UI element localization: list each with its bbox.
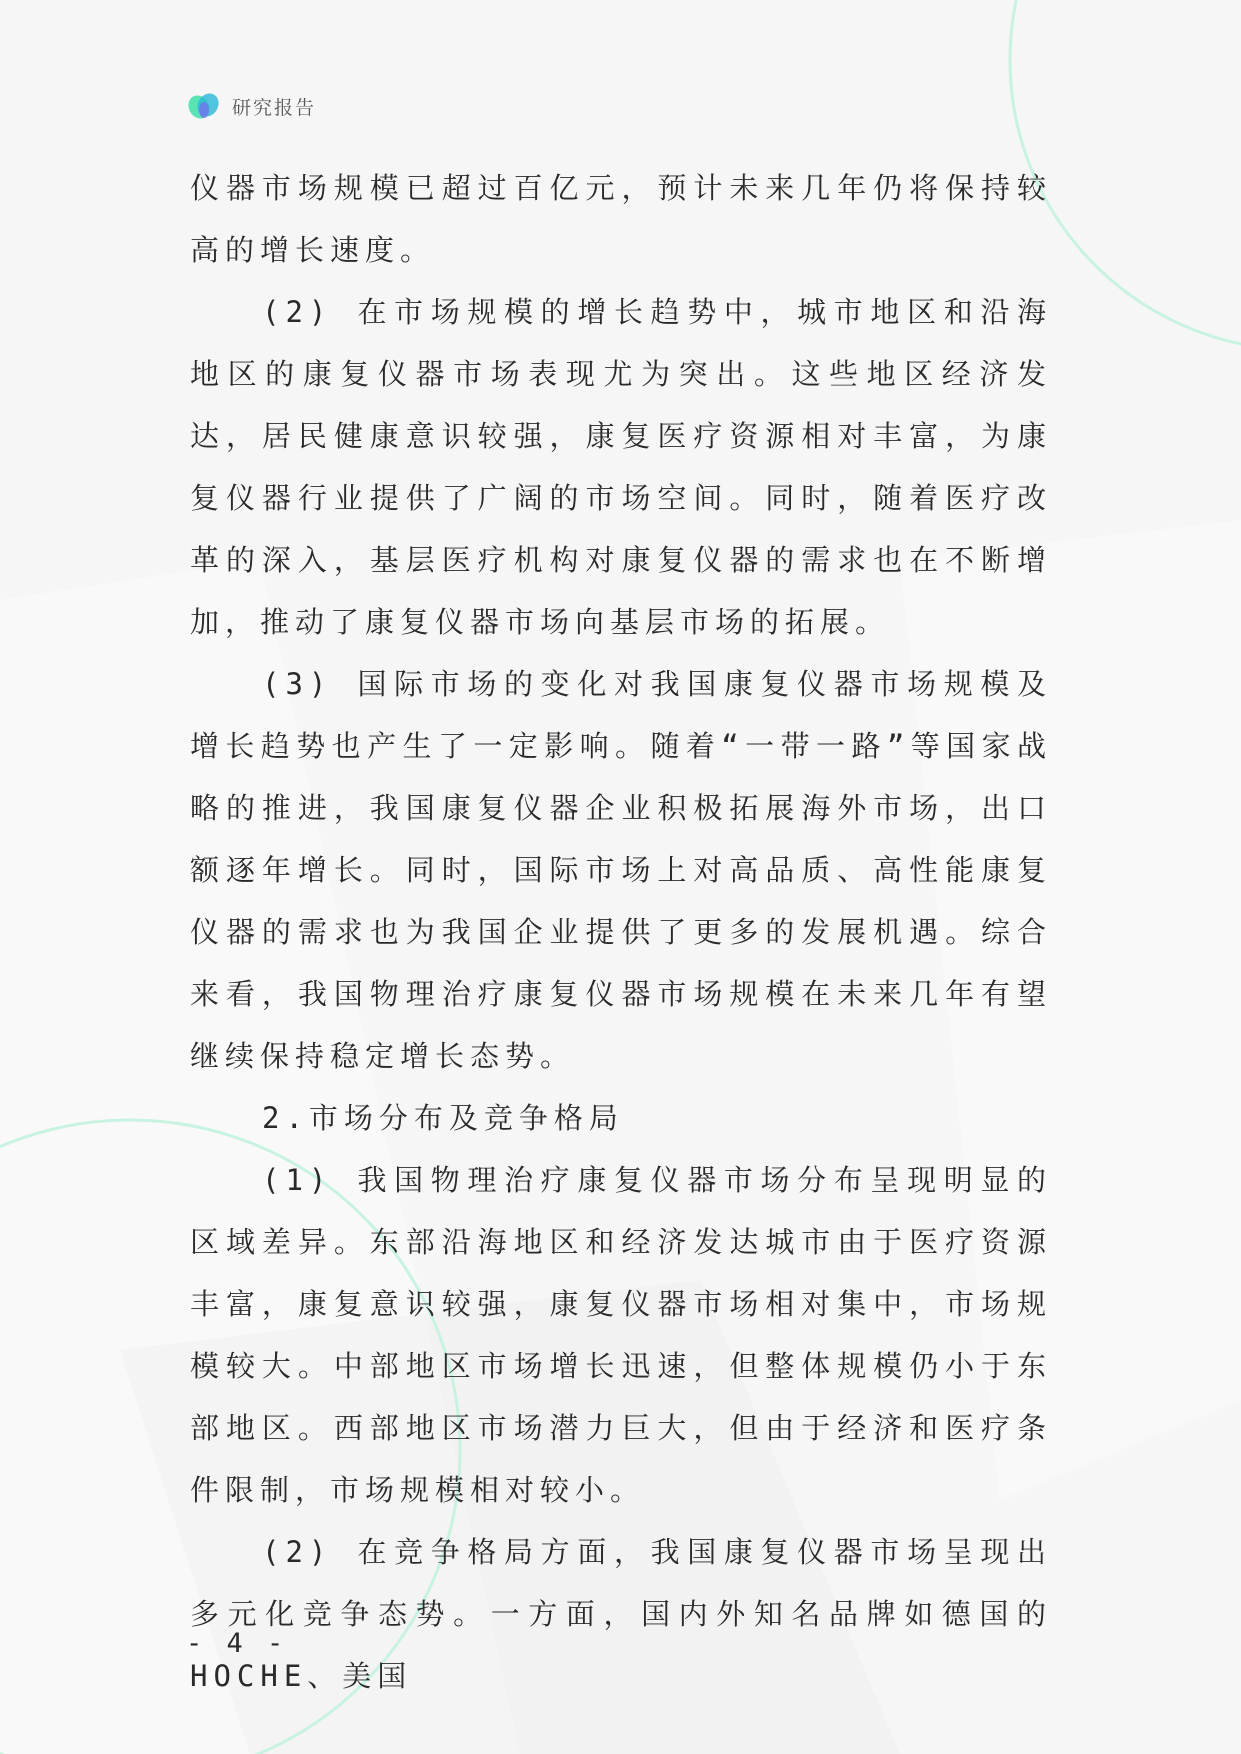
logo-icon xyxy=(186,90,222,122)
paragraph-4: (1) 我国物理治疗康复仪器市场分布呈现明显的区域差异。东部沿海地区和经济发达城市由于医疗资源丰富，康复意识较强，康复仪器市场相对集中，市场规模较大。中部地区市场增长迅速，但整体规模仍小于东部地区。西部地区市场潜力巨大，但由于经济和医疗条件限制，市场规模相对较小。 xyxy=(190,1163,1052,1507)
document-body xyxy=(190,157,1052,1707)
paragraph-5: (2) 在竞争格局方面，我国康复仪器市场呈现出多元化竞争态势。一方面，国内外知名品牌如德国的HOCHE、美国 xyxy=(190,1535,1052,1693)
page-number: - 4 - xyxy=(186,1628,288,1659)
header-label: 研究报告 xyxy=(232,96,317,119)
report-header xyxy=(186,88,316,124)
paragraph-1: 仪器市场规模已超过百亿元，预计未来几年仍将保持较高的增长速度。 xyxy=(190,171,1052,267)
paragraph-3: (3) 国际市场的变化对我国康复仪器市场规模及增长趋势也产生了一定影响。随着“一带一路”等国家战略的推进，我国康复仪器企业积极拓展海外市场，出口额逐年增长。同时，国际市场上对高品质、高性能康复仪器的需求也为我国企业提供了更多的发展机遇。综合来看，我国物理治疗康复仪器市场规模在未来几年有望继续保持稳定增长态势。 xyxy=(190,667,1052,1073)
paragraph-2: (2) 在市场规模的增长趋势中，城市地区和沿海地区的康复仪器市场表现尤为突出。这些地区经济发达，居民健康意识较强，康复医疗资源相对丰富，为康复仪器行业提供了广阔的市场空间。同时，随着医疗改革的深入，基层医疗机构对康复仪器的需求也在不断增加，推动了康复仪器市场向基层市场的拓展。 xyxy=(190,295,1052,639)
section-heading: 2.市场分布及竞争格局 xyxy=(262,1101,624,1135)
